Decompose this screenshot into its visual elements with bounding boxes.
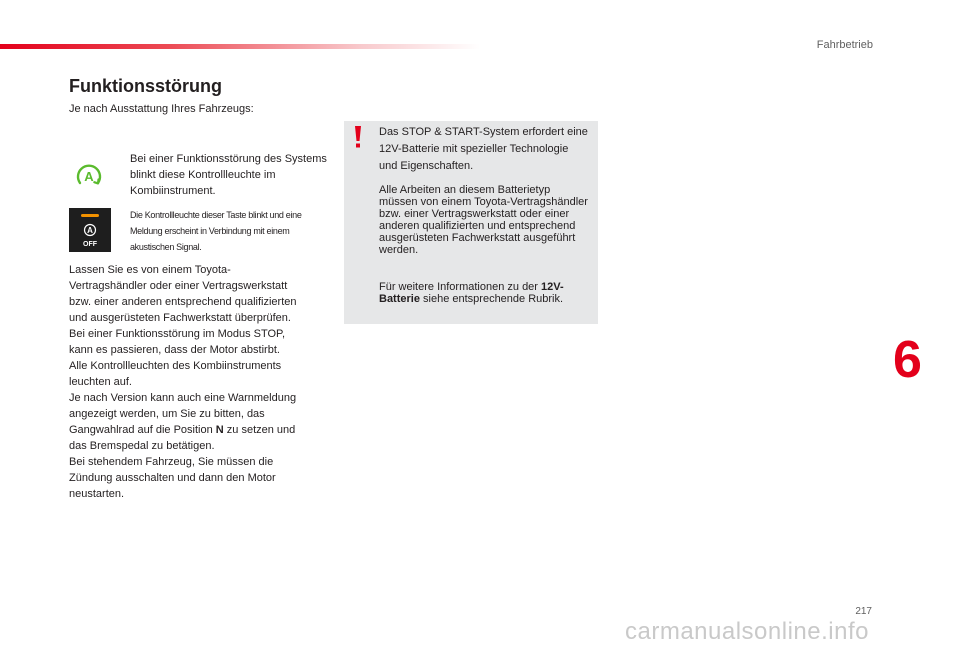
stop-start-off-button-icon (69, 208, 111, 252)
page-number: 217 (855, 606, 872, 617)
paragraph-warning-light: Bei einer Funktionsstörung des Systems blinkt diese Kontrollleuchte im Kombiinstrument. (130, 153, 327, 197)
watermark: carmanualsonline.info (625, 618, 869, 645)
intro-text: Je nach Ausstattung Ihres Fahrzeugs: (69, 103, 254, 115)
off-icon-letter: A (87, 226, 93, 235)
header-accent-bar (0, 44, 480, 49)
section-header: Fahrbetrieb (816, 39, 873, 51)
page-title: Funktionsstörung (69, 76, 222, 96)
stop-start-warning-icon (74, 161, 104, 191)
body-paragraph: Lassen Sie es von einem Toyota- Vertragshändler oder einer Vertragswerkstatt bzw. einer anderen entsprechend qualifizierten und ausgerüsteten Fachwerkstatt überprüfen. Bei einer Funktionsstörung im Modus STOP, kann es passieren, dass der Motor abstirbt. Alle Kontrollleuchten des Kombiinstruments leuchten auf. Je nach Version kann auch eine Warnmeldung angezeigt werden, um Sie zu bitten, das Gangwahlrad auf die Position N zu setzen und das Bremspedal zu betätigen. Bei stehendem Fahrzeug, Sie müssen die Zündung ausschalten und dann den Motor neustarten. (69, 264, 297, 500)
warning-paragraph-more-info: Für weitere Informationen zu der 12V-Batterie siehe entsprechende Rubrik. (379, 281, 564, 305)
warning-paragraph-service: Alle Arbeiten an diesem Batterietyp müssen von einem Toyota-Vertragshändler bzw. einer Vertragswerkstatt oder einer anderen qualifizierten und entsprechend ausgerüsteten Fachwerkstatt ausgeführt werden. (379, 184, 588, 256)
icon-letter: A (84, 169, 94, 184)
off-label: OFF (83, 241, 97, 248)
warning-paragraph-battery: Das STOP & START-System erfordert eine 12V-Batterie mit spezieller Technologie und Eigenschaften. (379, 126, 588, 172)
chapter-number: 6 (893, 331, 922, 389)
button-light-note: Die Kontrollleuchte dieser Taste blinkt und eine Meldung erscheint in Verbindung mit einem akustischen Signal. (130, 210, 302, 253)
exclamation-warning-icon (354, 125, 362, 149)
